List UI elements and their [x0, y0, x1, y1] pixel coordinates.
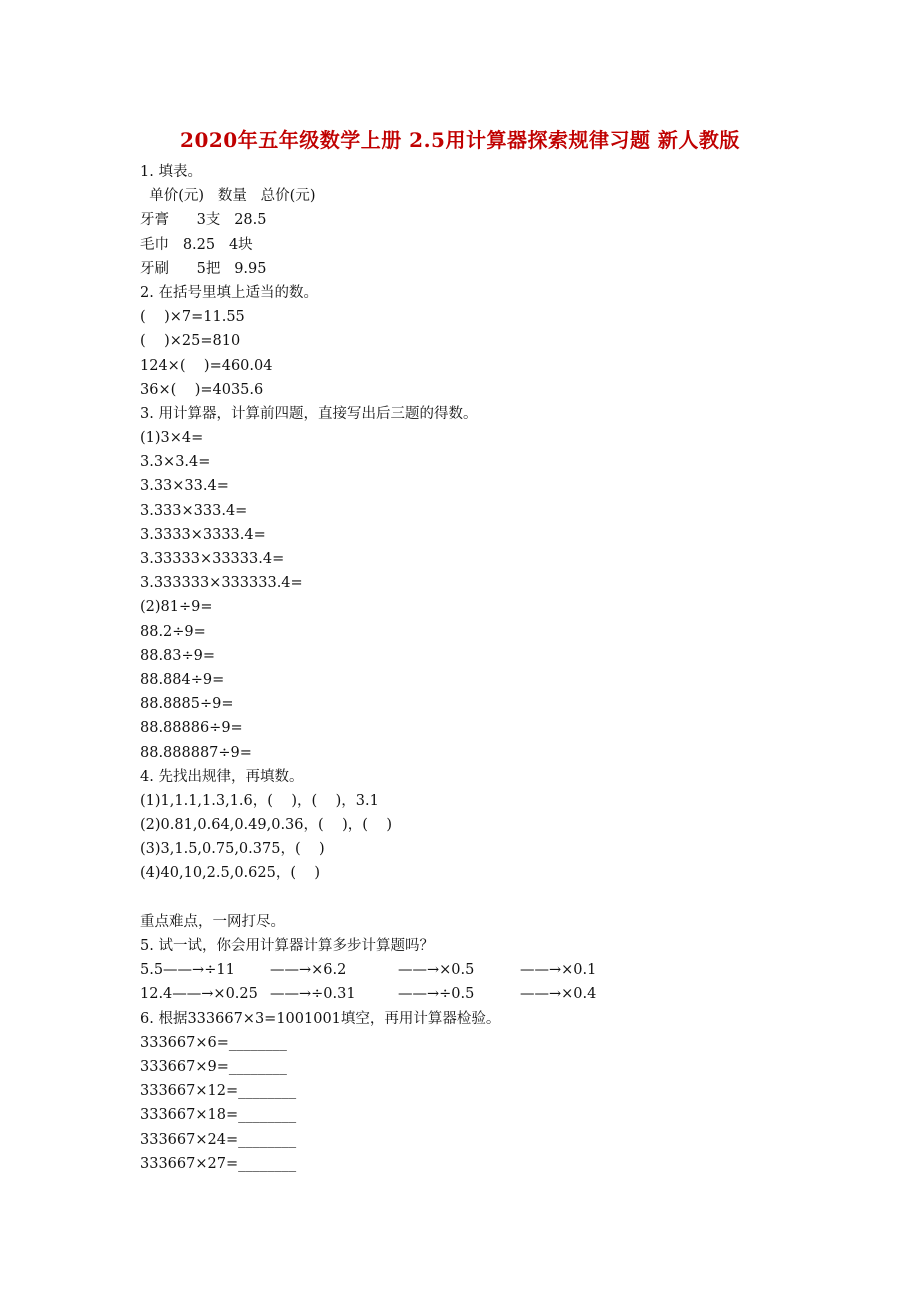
q6-heading: 6. 根据333667×3=1001001填空，再用计算器检验。 — [140, 1010, 501, 1027]
q4-heading: 4. 先找出规律，再填数。 — [140, 768, 304, 785]
q2-heading: 2. 在括号里填上适当的数。 — [140, 284, 318, 301]
q3-heading: 3. 用计算器，计算前四题，直接写出后三题的得数。 — [140, 405, 478, 422]
q6-item: 333667×24=________ — [140, 1131, 297, 1148]
q3-part1-item: 3.33×33.4= — [140, 478, 229, 495]
q1-heading: 1. 填表。 — [140, 164, 202, 180]
chain-step: 12.4——→×0.25 — [140, 986, 258, 1003]
q3-part1-item: 3.333333×333333.4= — [140, 575, 303, 592]
q1-row-towel: 毛巾 8.25 4块 — [140, 236, 253, 253]
q6-item: 333667×27=________ — [140, 1155, 297, 1172]
q4-item: (3)3,1.5,0.75,0.375，( ) — [140, 841, 325, 858]
chain-step: ——→×6.2 — [270, 962, 347, 979]
chain-step: ——→÷0.31 — [270, 986, 356, 1003]
q2-item: 36×( )=4035.6 — [140, 381, 264, 398]
q3-part2-item: 88.2÷9= — [140, 623, 206, 640]
q5-chain — [140, 958, 840, 982]
q1-table-header: 单价(元) 数量 总价(元) — [140, 188, 316, 205]
q4-item: (2)0.81,0.64,0.49,0.36，( )，( ) — [140, 817, 393, 834]
q2-item: ( )×25=810 — [140, 333, 241, 350]
q3-part2-item: 88.8885÷9= — [140, 696, 234, 713]
q5-heading: 5. 试一试，你会用计算器计算多步计算题吗？ — [140, 938, 434, 954]
chain-step: ——→×0.5 — [398, 962, 475, 979]
q3-part2-item: 88.884÷9= — [140, 671, 225, 688]
document-title: 2020年五年级数学上册 2.5用计算器探索规律习题 新人教版 — [180, 128, 740, 152]
q1-row-toothpaste: 牙膏 3支 28.5 — [140, 212, 267, 229]
q3-part2-item: 88.88886÷9= — [140, 720, 243, 737]
worksheet-body — [140, 160, 840, 1176]
chain-step: ——→×0.1 — [520, 962, 597, 979]
q3-part1-item: 3.3×3.4= — [140, 454, 211, 471]
q3-part1-item: (1)3×4= — [140, 430, 204, 447]
q2-item: 124×( )=460.04 — [140, 357, 273, 374]
q6-item: 333667×6=________ — [140, 1034, 287, 1051]
q3-part1-item: 3.33333×33333.4= — [140, 551, 285, 567]
q2-item: ( )×7=11.55 — [140, 309, 245, 326]
q3-part1-item: 3.333×333.4= — [140, 502, 248, 519]
q3-part2-item: (2)81÷9= — [140, 599, 213, 616]
q3-part2-item: 88.83÷9= — [140, 647, 216, 664]
chain-step: 5.5——→÷11 — [140, 962, 235, 979]
q4-item: (1)1,1.1,1.3,1.6，( )，( )，3.1 — [140, 792, 379, 809]
q1-row-toothbrush: 牙刷 5把 9.95 — [140, 260, 267, 277]
q3-part2-item: 88.888887÷9= — [140, 744, 252, 761]
spacer — [140, 886, 840, 910]
q3-part1-item: 3.3333×3333.4= — [140, 526, 266, 543]
chain-step: ——→×0.4 — [520, 986, 597, 1003]
q6-item: 333667×18=________ — [140, 1107, 297, 1124]
q6-item: 333667×12=________ — [140, 1083, 297, 1100]
q6-item: 333667×9=________ — [140, 1058, 287, 1075]
section-heading: 重点难点，一网打尽。 — [140, 913, 285, 930]
q5-chain — [140, 982, 840, 1006]
q4-item: (4)40,10,2.5,0.625，( ) — [140, 865, 321, 882]
chain-step: ——→÷0.5 — [398, 986, 475, 1003]
